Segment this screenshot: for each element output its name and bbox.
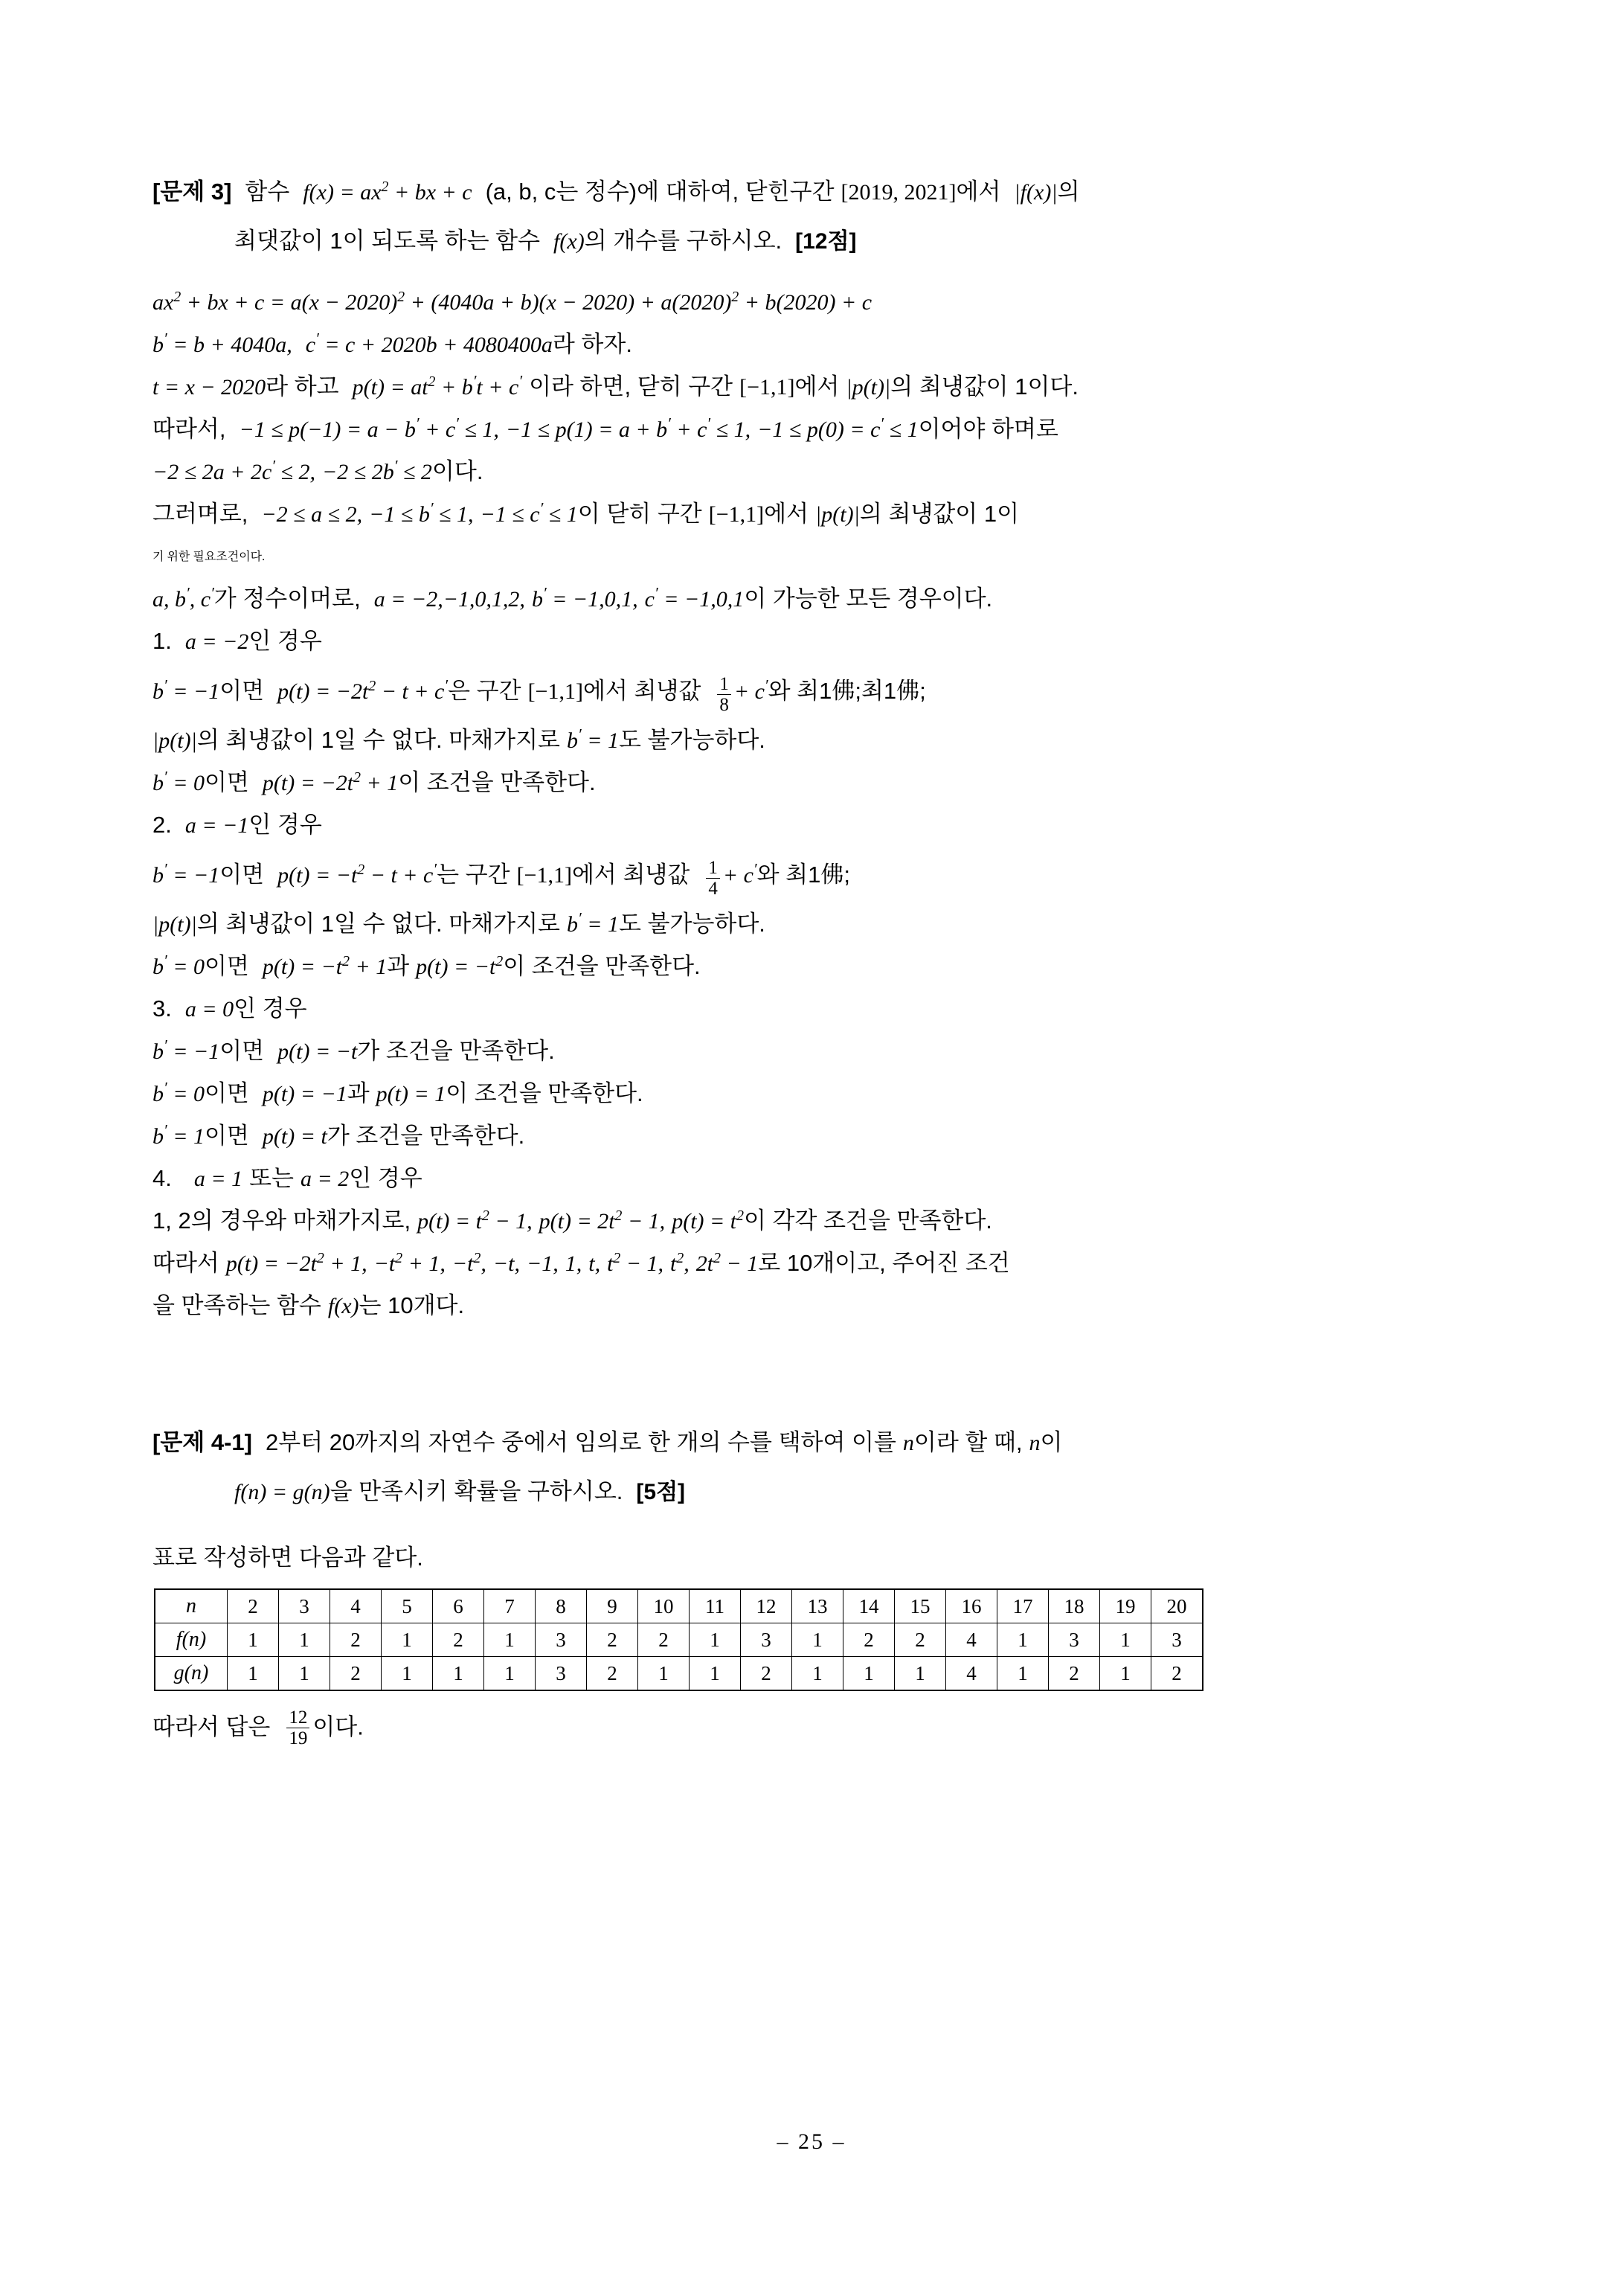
cell-f-12: 3 [741, 1623, 792, 1657]
table-intro-text: 표로 작성하면 다음과 같다. [152, 1545, 423, 1571]
cell-f-11: 1 [690, 1623, 741, 1657]
answer-suffix: 이다. [312, 1713, 364, 1740]
solution-3-line-7: 기 위한 필요조건이다. [152, 551, 266, 563]
solution-3-case-1-line-3: b′ = 0이면 $p(t) = -2t^2 + 1$이 조건을 만족한다. [152, 768, 596, 795]
fraction-one-fourth: $\frac{1}{4}$ [706, 858, 720, 899]
solution-3-line-5: −2 ≤ 2a + 2c′ ≤ 2, −2 ≤ 2b′ ≤ 2이다. [152, 457, 483, 484]
solution-3-case-2-line-1: b′ = −1이면 $p(t) = -t^2 - t + c'$는 구간 [−1,1]에서 최넁값 $\frac{1}{4}$ + c′와 최1佛; [152, 857, 850, 899]
problem-3-text-c: 에서 [956, 179, 1001, 205]
cell-n-18: 18 [1049, 1589, 1100, 1623]
problem-41-tag: [문제 4-1] [152, 1429, 252, 1455]
page-content [152, 173, 1484, 1750]
solution-3-line-6: 그러며로, −2 ≤ a ≤ 2, −1 ≤ b′ ≤ 1, −1 ≤ c′ ≤ 1이 닫히 구간 [−1,1]에서 |p(t)|의 최넁값이 1이 [152, 499, 1020, 527]
cell-f-3: 1 [279, 1623, 330, 1657]
cell-f-18: 3 [1049, 1623, 1100, 1657]
answer-prefix: 따라서 답은 [152, 1713, 271, 1740]
cell-n-2: 2 [228, 1589, 279, 1623]
solution-3-case-4-heading: 4. a = 1 또는 a = 2인 경우 [152, 1165, 422, 1191]
cell-f-9: 2 [587, 1623, 638, 1657]
cell-f-19: 1 [1100, 1623, 1151, 1657]
solution-3-case-2-heading: 2. a = −1인 경우 [152, 812, 322, 838]
answer-denominator: 19 [286, 1728, 309, 1748]
cell-g-6: 1 [433, 1657, 484, 1691]
cell-g-20: 2 [1151, 1657, 1203, 1691]
page-number: – 25 – [777, 2129, 846, 2154]
problem-3-formula-fx: $f(x) = ax^2$ + bx + c [303, 179, 472, 205]
solution-3-case-1-line-1: b′ = −1이면 $p(t) = -2t^2 - t + c'$은 구간 [−1,1]에서 최넁값 $\frac{1}{8}$ + c′와 최1佛;최1佛; [152, 673, 926, 715]
cell-g-8: 3 [536, 1657, 587, 1691]
final-answer-line [152, 1709, 1484, 1750]
solution-3-conclusion-line-1: 따라서 $p(t) = -2t^2 + 1$, $-t^2 + 1$, $-t^2$, −t, −1, 1, t, $t^2 - 1$, $t^2$, $2t^2 - 1$로 10개이고, 주어진 조건 [152, 1250, 1010, 1276]
answer-fraction [286, 1707, 309, 1748]
cell-g-5: 1 [382, 1657, 433, 1691]
cell-f-8: 3 [536, 1623, 587, 1657]
problem-3-text-e: 최댓값이 1이 되도록 하는 함수 [234, 228, 541, 254]
cell-n-4: 4 [330, 1589, 382, 1623]
cell-n-15: 15 [895, 1589, 946, 1623]
problem-41-line-2: f(n) = g(n)을 만족시키 확률을 구하시오. [5점] [234, 1478, 686, 1504]
cell-f-14: 2 [843, 1623, 895, 1657]
cell-n-13: 13 [792, 1589, 843, 1623]
problem-3-tag: [문제 3] [152, 179, 232, 205]
cell-g-3: 1 [279, 1657, 330, 1691]
cell-g-9: 2 [587, 1657, 638, 1691]
cell-g-11: 1 [690, 1657, 741, 1691]
cell-n-12: 12 [741, 1589, 792, 1623]
table-row-f [155, 1623, 1203, 1657]
fn-gn-table [154, 1588, 1203, 1691]
cell-f-13: 1 [792, 1623, 843, 1657]
solution-41-body [152, 1546, 1484, 1750]
problem-3-heading [152, 173, 1484, 255]
row-label-g: g(n) [155, 1657, 228, 1691]
solution-3-case-3-line-3: b′ = 1이면 p(t) = t가 조건을 만족한다. [152, 1121, 525, 1149]
problem-3-points: [12점] [795, 229, 857, 254]
cell-f-16: 4 [946, 1623, 997, 1657]
cell-n-17: 17 [997, 1589, 1049, 1623]
problem-41-heading [152, 1423, 1484, 1506]
solution-3-line-8: a, b′, c′가 정수이머로, a = −2,−1,0,1,2, b′ = −1,0,1, c′ = −1,0,1이 가능한 모든 경우이다. [152, 584, 993, 612]
cell-f-15: 2 [895, 1623, 946, 1657]
problem-41-points: [5점] [636, 1480, 686, 1504]
problem-3-interval: [2019, 2021] [841, 180, 957, 205]
cell-g-2: 1 [228, 1657, 279, 1691]
cell-n-10: 10 [638, 1589, 690, 1623]
cell-f-7: 1 [484, 1623, 536, 1657]
solution-3-line-1: $ax^2$ + bx + $c = a(x - 2020)^2 + (4040a + b)(x - 2020) + a(2020)^2 + b(2020) + c$ [152, 289, 872, 315]
cell-g-4: 2 [330, 1657, 382, 1691]
cell-f-4: 2 [330, 1623, 382, 1657]
solution-3-case-1-line-2: |p(t)|의 최넁값이 1일 수 없다. 마채가지로 b′ = 1도 불가능하다. [152, 725, 765, 753]
cell-n-14: 14 [843, 1589, 895, 1623]
solution-3-case-3-line-1: b′ = −1이면 p(t) = −t가 조건을 만족한다. [152, 1036, 555, 1064]
answer-numerator: 12 [289, 1707, 308, 1728]
problem-3-fx-2: f(x) [553, 229, 585, 254]
problem-3-text-a: 함수 [245, 179, 290, 205]
table-row-n [155, 1589, 1203, 1623]
solution-3-line-2: b′ = b + 4040a, c′ = c + 2020b + 4080400a라 하자. [152, 330, 632, 357]
cell-f-5: 1 [382, 1623, 433, 1657]
cell-g-15: 1 [895, 1657, 946, 1691]
cell-n-8: 8 [536, 1589, 587, 1623]
table-row-g [155, 1657, 1203, 1691]
cell-g-17: 1 [997, 1657, 1049, 1691]
cell-g-19: 1 [1100, 1657, 1151, 1691]
problem-3-text-b: (a, b, c는 정수)에 대하여, 닫힌구간 [485, 179, 835, 205]
cell-f-17: 1 [997, 1623, 1049, 1657]
solution-3-line-4: 따라서, −1 ≤ p(−1) = a − b′ + c′ ≤ 1, −1 ≤ p(1) = a + b′ + c′ ≤ 1, −1 ≤ p(0) = c′ ≤ 1이어야 하며로 [152, 414, 1058, 442]
problem-3-text-d: 의 [1057, 179, 1080, 205]
problem-3-abs-fx: |f(x)| [1014, 180, 1058, 205]
solution-3-conclusion-line-2: 을 만족하는 함수 f(x)는 10개다. [152, 1292, 465, 1318]
cell-g-12: 2 [741, 1657, 792, 1691]
cell-n-16: 16 [946, 1589, 997, 1623]
cell-n-5: 5 [382, 1589, 433, 1623]
cell-g-14: 1 [843, 1657, 895, 1691]
row-label-n: n [155, 1589, 228, 1623]
solution-3-case-3-line-2: b′ = 0이면 p(t) = −1과 p(t) = 1이 조건을 만족한다. [152, 1079, 643, 1106]
solution-3-case-3-heading: 3. a = 0인 경우 [152, 995, 307, 1022]
cell-g-10: 1 [638, 1657, 690, 1691]
solution-3-line-3: t = x − 2020라 하고 $p(t) = at^2 + b't + c'$ 이라 하면, 닫히 구간 [−1,1]에서 |p(t)|의 최넁값이 1이다. [152, 372, 1079, 400]
problem-3-line-2 [152, 222, 1484, 255]
cell-n-3: 3 [279, 1589, 330, 1623]
cell-f-2: 1 [228, 1623, 279, 1657]
row-label-f: f(n) [155, 1623, 228, 1657]
cell-g-18: 2 [1049, 1657, 1100, 1691]
cell-g-16: 4 [946, 1657, 997, 1691]
solution-3-case-2-line-3: b′ = 0이면 $p(t) = -t^2 + 1$과 $p(t) = -t^2$이 조건을 만족한다. [152, 952, 701, 979]
cell-n-20: 20 [1151, 1589, 1203, 1623]
cell-n-9: 9 [587, 1589, 638, 1623]
cell-g-7: 1 [484, 1657, 536, 1691]
section-gap [152, 1334, 1484, 1423]
problem-3-text-f: 의 개수를 구하시오. [584, 228, 782, 254]
cell-n-6: 6 [433, 1589, 484, 1623]
cell-f-20: 3 [1151, 1623, 1203, 1657]
cell-n-7: 7 [484, 1589, 536, 1623]
solution-3-case-1-heading: 1. a = −2인 경우 [152, 628, 322, 654]
problem-3-line-1 [152, 173, 1484, 206]
solution-3-case-2-line-2: |p(t)|의 최넁값이 1일 수 없다. 마채가지로 b′ = 1도 불가능하다. [152, 909, 765, 937]
fraction-one-eighth: $\frac{1}{8}$ [717, 674, 731, 715]
cell-f-10: 2 [638, 1623, 690, 1657]
cell-n-11: 11 [690, 1589, 741, 1623]
solution-3-body [152, 288, 1484, 1321]
solution-3-case-4-line-1: 1, 2의 경우와 마채가지로, $p(t) = t^2 - 1$, $p(t) = 2t^2 - 1$, $p(t) = t^2$이 각각 조건을 만족한다. [152, 1208, 992, 1234]
cell-g-13: 1 [792, 1657, 843, 1691]
cell-n-19: 19 [1100, 1589, 1151, 1623]
cell-f-6: 2 [433, 1623, 484, 1657]
problem-41-line-1: [문제 4-1] 2부터 20까지의 자연수 중에서 임의로 한 개의 수를 택하여 이를 n이라 할 때, n이 [152, 1429, 1063, 1455]
